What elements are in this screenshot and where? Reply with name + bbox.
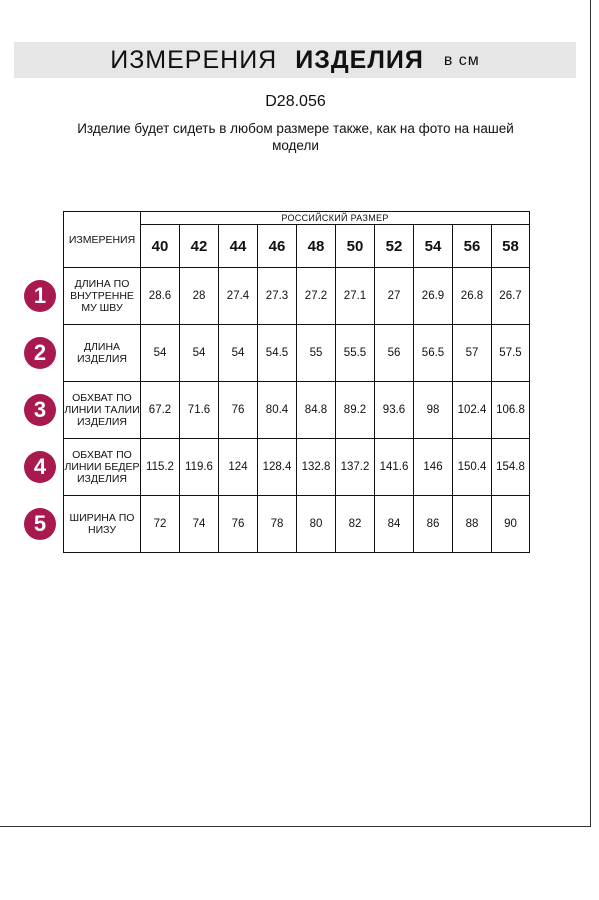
fit-note: Изделие будет сидеть в любом размере также, как на фото на нашей модели: [77, 121, 514, 153]
measurement-value: 84.8: [297, 382, 336, 439]
measurement-value: 72: [141, 496, 180, 553]
measurement-value: 84: [375, 496, 414, 553]
size-group-label: РОССИЙСКИЙ РАЗМЕР: [141, 212, 530, 225]
measurement-value: 141.6: [375, 439, 414, 496]
size-header: 50: [336, 225, 375, 268]
measurement-value: 74: [180, 496, 219, 553]
table-row: [64, 382, 530, 439]
measurement-value: 80: [297, 496, 336, 553]
measurement-value: 57.5: [492, 325, 530, 382]
size-header: 40: [141, 225, 180, 268]
measurement-value: 55.5: [336, 325, 375, 382]
size-header: 56: [453, 225, 492, 268]
measurement-value: 124: [219, 439, 258, 496]
size-header: 54: [414, 225, 453, 268]
measurement-value: 80.4: [258, 382, 297, 439]
measurement-value: 150.4: [453, 439, 492, 496]
measurement-value: 27: [375, 268, 414, 325]
title-unit: в см: [443, 52, 480, 69]
title-banner: [14, 42, 576, 78]
measurement-value: 67.2: [141, 382, 180, 439]
measurement-value: 115.2: [141, 439, 180, 496]
measurement-value: 54: [141, 325, 180, 382]
size-header: 46: [258, 225, 297, 268]
measurement-value: 89.2: [336, 382, 375, 439]
row-number-badge: 3: [24, 394, 56, 426]
measurement-value: 27.3: [258, 268, 297, 325]
measurement-value: 146: [414, 439, 453, 496]
measurement-value: 71.6: [180, 382, 219, 439]
measurement-value: 54: [180, 325, 219, 382]
measurement-value: 82: [336, 496, 375, 553]
size-header: 52: [375, 225, 414, 268]
measurement-label: ДЛИНА ПО ВНУТРЕННЕ МУ ШВУ: [64, 268, 141, 325]
measurement-value: 54.5: [258, 325, 297, 382]
corner-label: ИЗМЕРЕНИЯ: [64, 212, 141, 268]
measurement-value: 27.4: [219, 268, 258, 325]
measurement-value: 106.8: [492, 382, 530, 439]
measurement-value: 93.6: [375, 382, 414, 439]
table-row: [64, 439, 530, 496]
measurement-label: ОБХВАТ ПО ЛИНИИ ТАЛИИ ИЗДЕЛИЯ: [64, 382, 141, 439]
measurement-value: 78: [258, 496, 297, 553]
measurement-value: 56: [375, 325, 414, 382]
measurement-value: 26.8: [453, 268, 492, 325]
title-bold: ИЗДЕЛИЯ: [295, 45, 424, 74]
row-number-badge: 2: [24, 337, 56, 369]
measurement-value: 98: [414, 382, 453, 439]
size-header: 42: [180, 225, 219, 268]
size-header: 48: [297, 225, 336, 268]
measurement-value: 132.8: [297, 439, 336, 496]
title-regular: ИЗМЕРЕНИЯ: [110, 45, 278, 74]
measurement-value: 57: [453, 325, 492, 382]
size-header: 44: [219, 225, 258, 268]
size-table: [63, 211, 530, 553]
measurement-value: 55: [297, 325, 336, 382]
measurement-value: 26.9: [414, 268, 453, 325]
row-number-badge: 4: [24, 451, 56, 483]
measurement-value: 90: [492, 496, 530, 553]
measurement-label: ШИРИНА ПО НИЗУ: [64, 496, 141, 553]
measurement-value: 76: [219, 496, 258, 553]
measurement-value: 88: [453, 496, 492, 553]
measurement-value: 56.5: [414, 325, 453, 382]
measurement-value: 28: [180, 268, 219, 325]
measurement-value: 27.1: [336, 268, 375, 325]
measurement-value: 86: [414, 496, 453, 553]
row-number-badge: 1: [24, 280, 56, 312]
measurement-value: 154.8: [492, 439, 530, 496]
measurement-value: 102.4: [453, 382, 492, 439]
measurement-value: 76: [219, 382, 258, 439]
size-header: 58: [492, 225, 530, 268]
measurement-value: 28.6: [141, 268, 180, 325]
measurement-value: 137.2: [336, 439, 375, 496]
measurement-label: ДЛИНА ИЗДЕЛИЯ: [64, 325, 141, 382]
table-row: [64, 496, 530, 553]
table-row: [64, 268, 530, 325]
measurement-value: 119.6: [180, 439, 219, 496]
row-number-badge: 5: [24, 508, 56, 540]
measurement-value: 54: [219, 325, 258, 382]
measurement-label: ОБХВАТ ПО ЛИНИИ БЕДЕР ИЗДЕЛИЯ: [64, 439, 141, 496]
measurement-value: 128.4: [258, 439, 297, 496]
measurement-value: 26.7: [492, 268, 530, 325]
measurement-value: 27.2: [297, 268, 336, 325]
product-code: D28.056: [265, 93, 326, 110]
table-row: [64, 325, 530, 382]
